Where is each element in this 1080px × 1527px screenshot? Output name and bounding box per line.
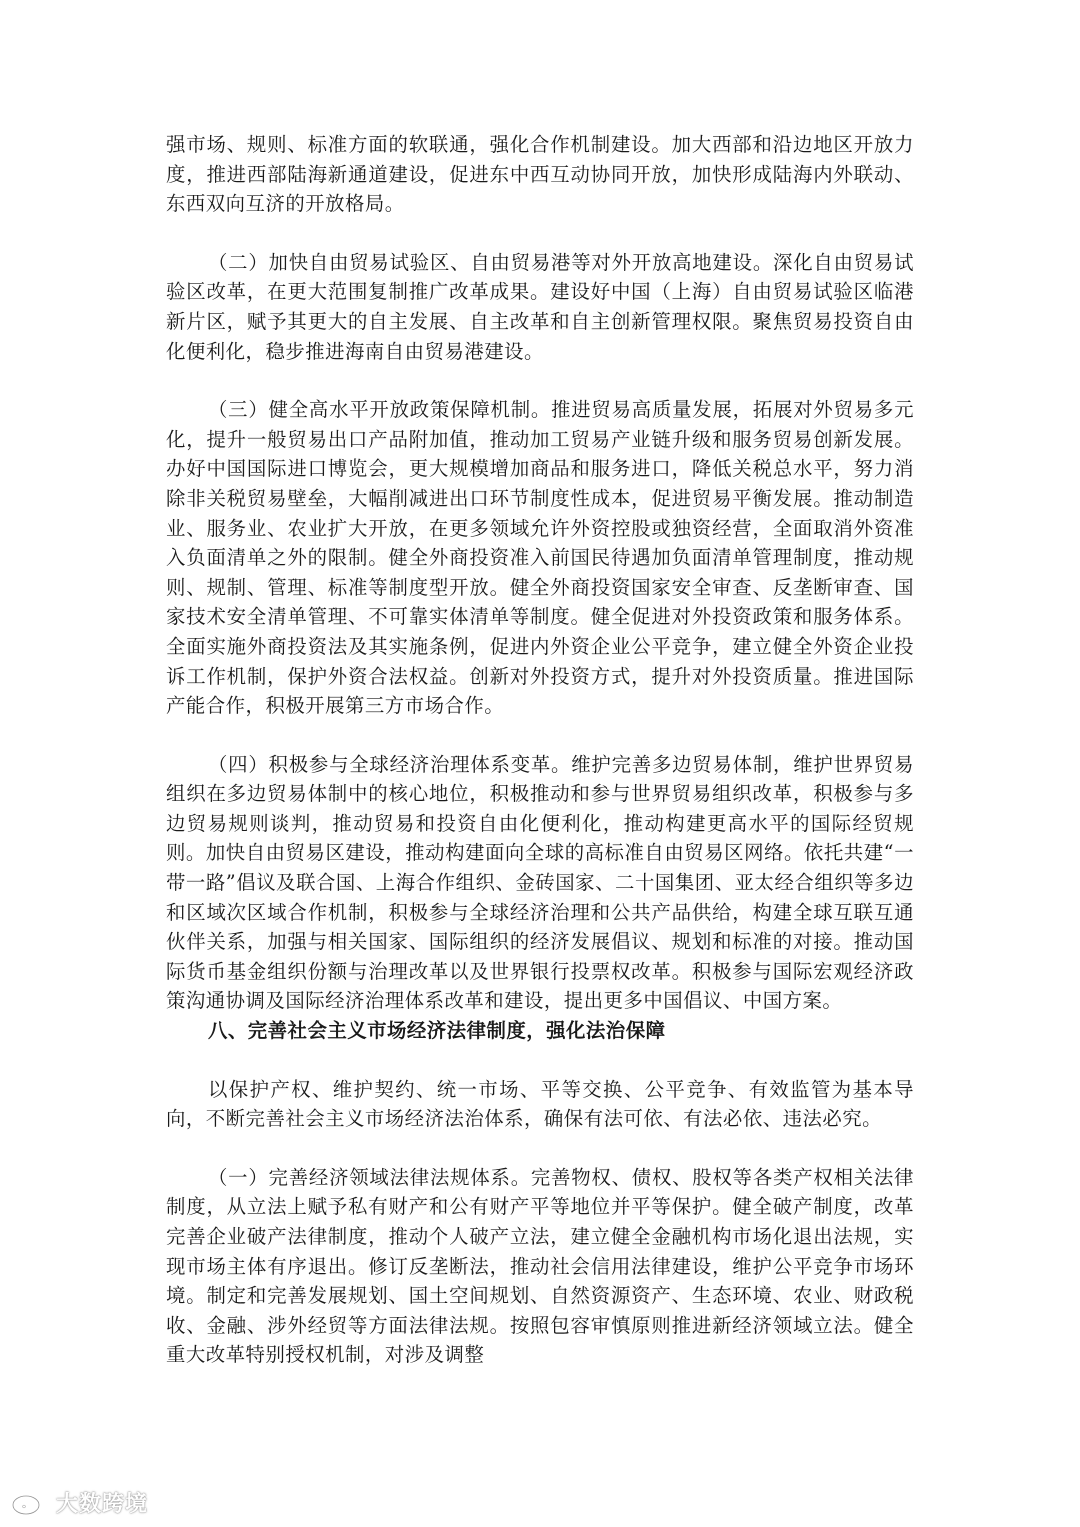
- watermark-text: 大数跨境: [56, 1491, 149, 1517]
- paragraph-intro-8: 以保护产权、维护契约、统一市场、平等交换、公平竞争、有效监管为基本导向，不断完善社会主义市场经济法治体系，确保有法可依、有法必依、违法必究。: [166, 1077, 914, 1131]
- watermark: [10, 1485, 148, 1519]
- document-body: [166, 130, 914, 1370]
- section-heading-8: 八、完善社会主义市场经济法律制度，强化法治保障: [208, 1019, 666, 1043]
- weibo-logo-icon: [10, 1488, 50, 1516]
- paragraph-section-3: （三）健全高水平开放政策保障机制。推进贸易高质量发展，拓展对外贸易多元化，提升一般贸易出口产品附加值，推动加工贸易产业链升级和服务贸易创新发展。办好中国国际进口博览会，更大规模增加商品和服务进口，降低关税总水平，努力消除非关税贸易壁垒，大幅削减进出口环节制度性成本，促进贸易平衡发展。推动制造业、服务业、农业扩大开放，在更多领域允许外资控股或独资经营，全面取消外资准入负面清单之外的限制。健全外商投资准入前国民待遇加负面清单管理制度，推动规则、规制、管理、标准等制度型开放。健全外商投资国家安全审查、反垄断审查、国家技术安全清单管理、不可靠实体清单等制度。健全促进对外投资政策和服务体系。全面实施外商投资法及其实施条例，促进内外资企业公平竞争，建立健全外资企业投诉工作机制，保护外资合法权益。创新对外投资方式，提升对外投资质量。推进国际产能合作，积极开展第三方市场合作。: [166, 398, 914, 718]
- paragraph-section-2: （二）加快自由贸易试验区、自由贸易港等对外开放高地建设。深化自由贸易试验区改革，在更大范围复制推广改革成果。建设好中国（上海）自由贸易试验区临港新片区，赋予其更大的自主发展、自主改革和自主创新管理权限。聚焦贸易投资自由化便利化，稳步推进海南自由贸易港建设。: [166, 250, 914, 363]
- paragraph-section-4: （四）积极参与全球经济治理体系变革。维护完善多边贸易体制，维护世界贸易组织在多边贸易体制中的核心地位，积极推动和参与世界贸易组织改革，积极参与多边贸易规则谈判，推动贸易和投资自由化便利化，推动构建更高水平的国际经贸规则。加快自由贸易区建设，推动构建面向全球的高标准自由贸易区网络。依托共建“一带一路”倡议及联合国、上海合作组织、金砖国家、二十国集团、亚太经合组织等多边和区域次区域合作机制，积极参与全球经济治理和公共产品供给，构建全球互联互通伙伴关系，加强与相关国家、国际组织的经济发展倡议、规划和标准的对接。推动国际货币基金组织份额与治理改革以及世界银行投票权改革。积极参与国际宏观经济政策沟通协调及国际经济治理体系改革和建设，提出更多中国倡议、中国方案。: [166, 752, 914, 1013]
- paragraph-continuation: 强市场、规则、标准方面的软联通，强化合作机制建设。加大西部和沿边地区开放力度，推进西部陆海新通道建设，促进东中西互动协同开放，加快形成陆海内外联动、东西双向互济的开放格局。: [166, 133, 914, 216]
- paragraph-section-8-1: （一）完善经济领域法律法规体系。完善物权、债权、股权等各类产权相关法律制度，从立法上赋予私有财产和公有财产平等地位并平等保护。健全破产制度，改革完善企业破产法律制度，推动个人破产立法，建立健全金融机构市场化退出法规，实现市场主体有序退出。修订反垄断法，推动社会信用法律建设，维护公平竞争市场环境。制定和完善发展规划、国土空间规划、自然资源资产、生态环境、农业、财政税收、金融、涉外经贸等方面法律法规。按照包容审慎原则推进新经济领域立法。健全重大改革特别授权机制，对涉及调整: [166, 1165, 914, 1367]
